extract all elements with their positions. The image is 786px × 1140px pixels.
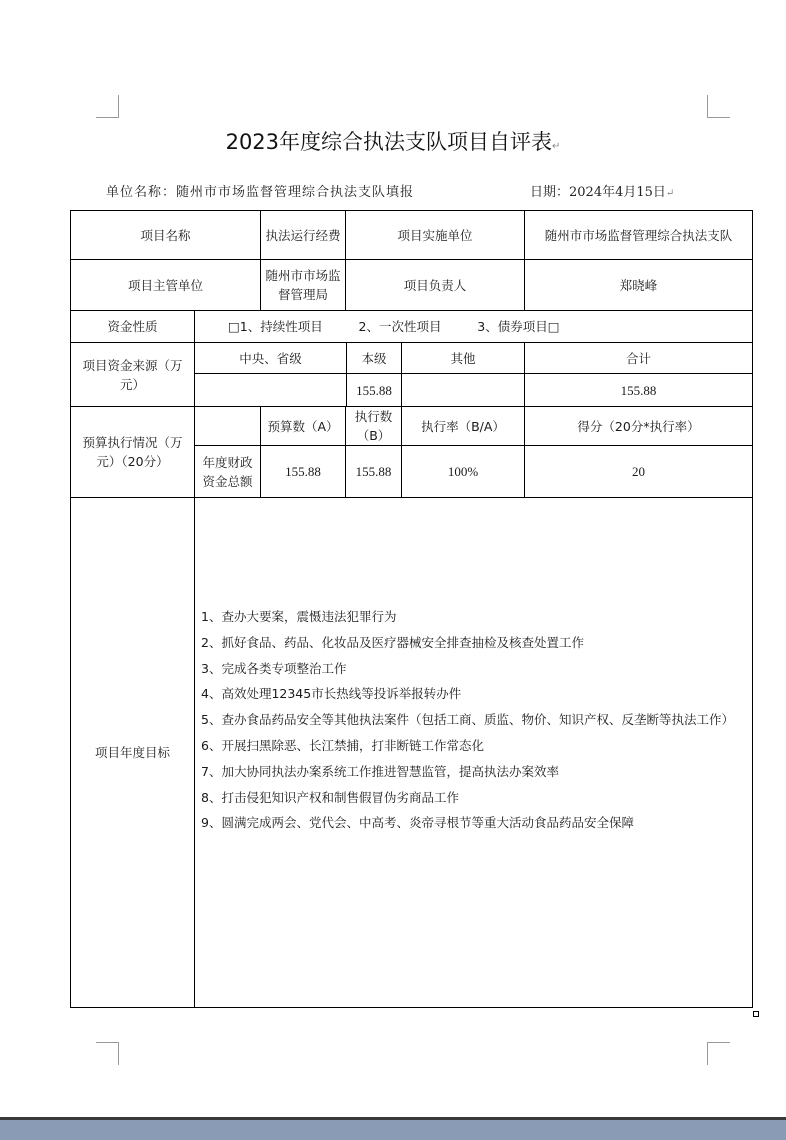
source-value-local: 155.88 <box>346 373 402 407</box>
source-header-local: 本级 <box>346 342 402 374</box>
project-name-label: 项目名称 <box>70 210 261 260</box>
fund-nature-value: □1、持续性项目 2、一次性项目 3、债券项目□ <box>194 310 753 343</box>
source-value-total: 155.88 <box>524 373 753 407</box>
leader-value: 郑晓峰 <box>524 259 753 311</box>
goal-item: 9、圆满完成两会、党代会、中高考、炎帝寻根节等重大活动食品药品安全保障 <box>201 815 634 831</box>
source-header-other: 其他 <box>401 342 525 374</box>
budget-header-executed: 执行数（B） <box>345 406 402 446</box>
crop-mark-top-right <box>707 95 730 118</box>
source-value-central <box>194 373 347 407</box>
goal-item: 2、抓好食品、药品、化妆品及医疗器械安全排查抽检及核查处置工作 <box>201 634 584 650</box>
window-bottom-bar <box>0 1117 786 1140</box>
budget-value-executed: 155.88 <box>345 445 402 498</box>
budget-value-score: 20 <box>524 445 753 498</box>
source-value-other <box>401 373 525 407</box>
crop-mark-top-left <box>96 95 119 118</box>
project-name-value: 执法运行经费 <box>260 210 346 260</box>
impl-unit-label: 项目实施单位 <box>345 210 525 260</box>
goals-list <box>201 604 751 836</box>
goal-item: 5、查办食品药品安全等其他执法案件（包括工商、质监、物价、知识产权、反垄断等执法工作） <box>201 712 734 728</box>
budget-row-label: 年度财政资金总额 <box>194 445 261 498</box>
budget-value-rate: 100% <box>401 445 525 498</box>
unit-name-line: 单位名称：随州市市场监督管理综合执法支队填报 <box>106 185 415 200</box>
fund-source-label: 项目资金来源（万元） <box>70 342 195 407</box>
goal-item: 8、打击侵犯知识产权和制售假冒伪劣商品工作 <box>201 789 459 805</box>
table-resize-handle[interactable] <box>753 1011 759 1017</box>
budget-header-planned: 预算数（A） <box>260 406 346 446</box>
goals-label: 项目年度目标 <box>70 497 195 1008</box>
budget-value-planned: 155.88 <box>260 445 346 498</box>
fund-nature-label: 资金性质 <box>70 310 195 343</box>
source-header-total: 合计 <box>524 342 753 374</box>
supervisor-label: 项目主管单位 <box>70 259 261 311</box>
supervisor-value: 随州市市场监督管理局 <box>260 259 346 311</box>
impl-unit-value: 随州市市场监督管理综合执法支队 <box>524 210 753 260</box>
budget-header-score: 得分（20分*执行率） <box>524 406 753 446</box>
source-header-central: 中央、省级 <box>194 342 347 374</box>
budget-header-blank <box>194 406 261 446</box>
page-title: 2023年度综合执法支队项目自评表↵ <box>225 130 561 154</box>
crop-mark-bottom-left <box>96 1042 119 1065</box>
goal-item: 7、加大协同执法办案系统工作推进智慧监管，提高执法办案效率 <box>201 763 559 779</box>
goal-item: 4、高效处理12345市长热线等投诉举报转办件 <box>201 686 462 702</box>
budget-label: 预算执行情况（万元）（20分） <box>70 406 195 498</box>
leader-label: 项目负责人 <box>345 259 525 311</box>
crop-mark-bottom-right <box>707 1042 730 1065</box>
goal-item: 6、开展扫黑除恶、长江禁捕，打非断链工作常态化 <box>201 737 484 753</box>
goal-item: 1、查办大要案，震慑违法犯罪行为 <box>201 609 397 624</box>
budget-header-rate: 执行率（B/A） <box>401 406 525 446</box>
date-line: 日期：2024年4月15日↵ <box>530 185 675 200</box>
goal-item: 3、完成各类专项整治工作 <box>201 660 347 676</box>
